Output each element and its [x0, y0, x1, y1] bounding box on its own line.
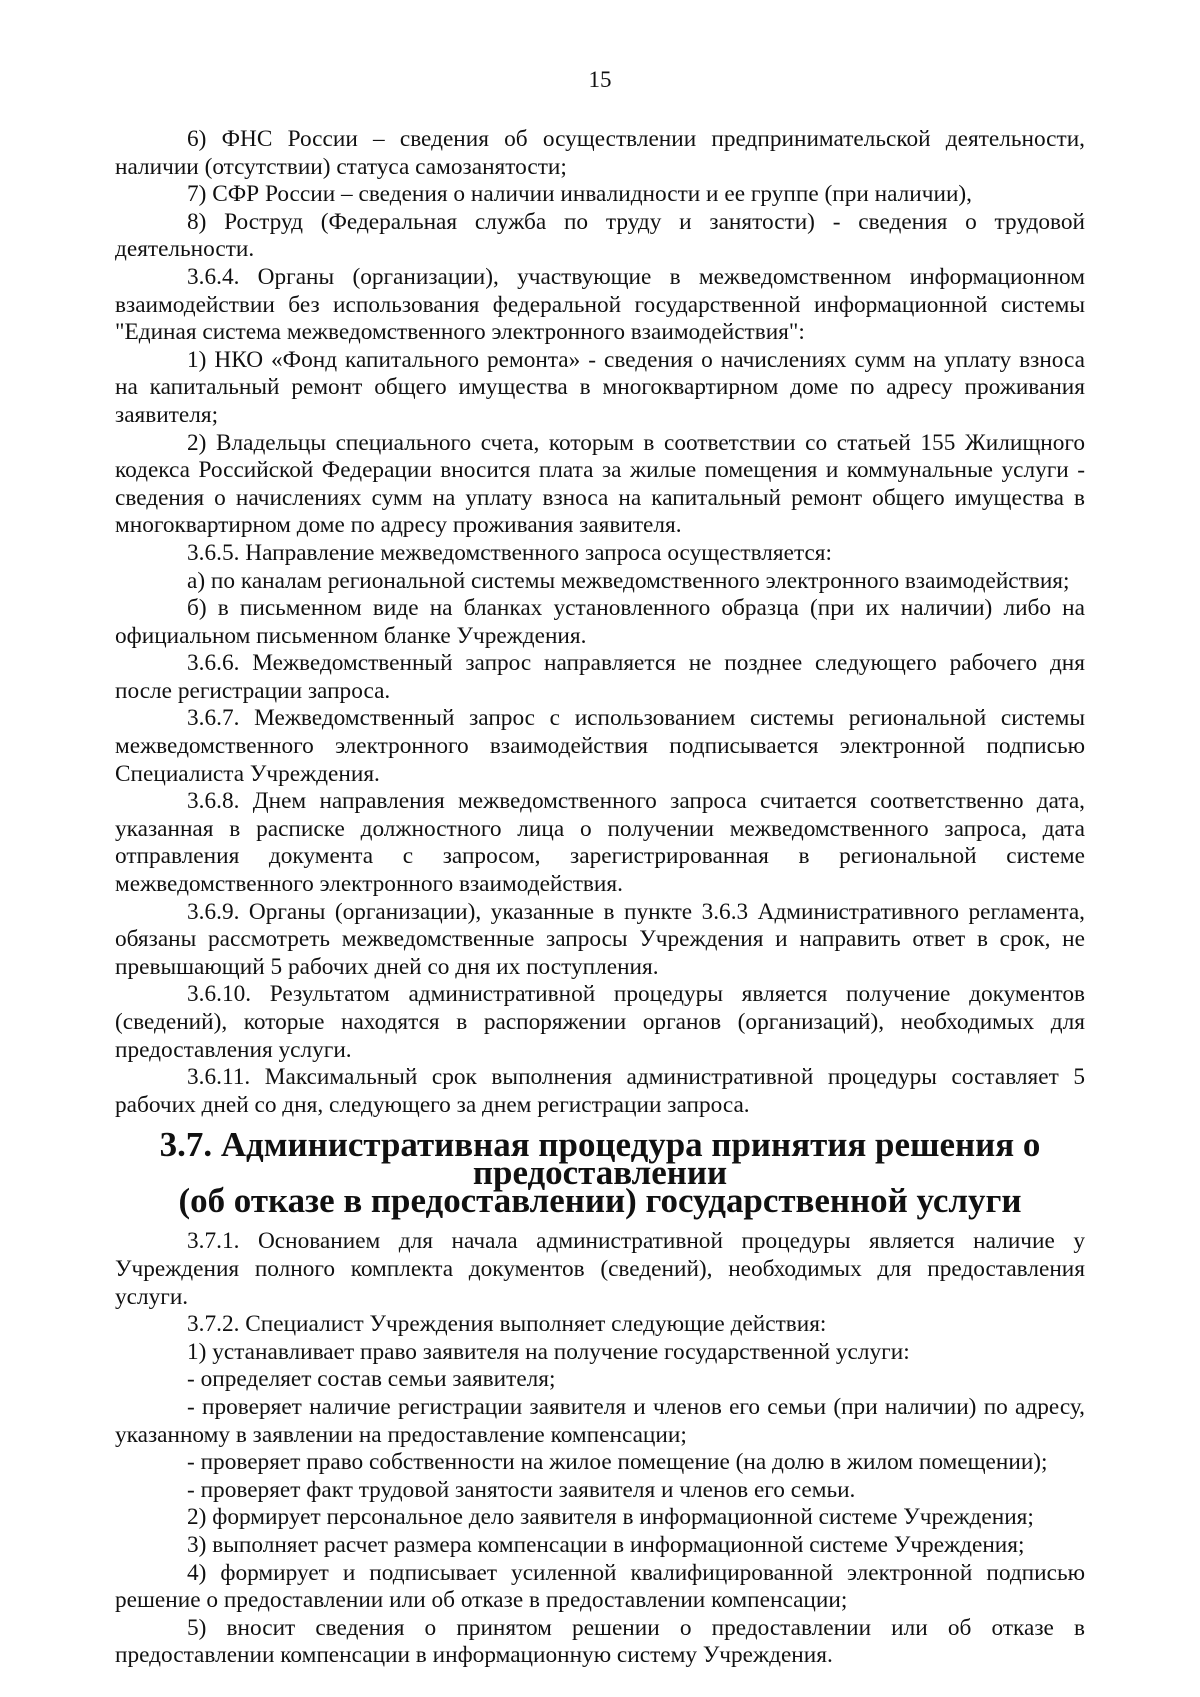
paragraph: 3.6.4. Органы (организации), участвующие в межведомственном информационном взаимодействии без использования федеральной государственной информационной системы "Единая система межведомственного электронного взаимодействия":: [115, 263, 1085, 346]
paragraph: 3) выполняет расчет размера компенсации в информационной системе Учреждения;: [187, 1531, 1025, 1558]
paragraph: 3.6.5. Направление межведомственного запроса осуществляется:: [187, 539, 832, 566]
paragraph: 3.6.9. Органы (организации), указанные в пункте 3.6.3 Административного регламента, обязаны рассмотреть межведомственные запросы Учреждения и направить ответ в срок, не превышающий 5 рабочих дней со дня их поступления.: [115, 898, 1085, 980]
paragraph: 3.6.8. Днем направления межведомственного запроса считается соответственно дата, указанная в расписке должностного лица о получении межведомственного запроса, дата отправления документа с запросом, зарегистрированная в региональной системе межведомственного электронного взаимодействия.: [115, 788, 1085, 898]
paragraph: 5) вносит сведения о принятом решении о предоставлении или об отказе в предоставлении компенсации в информационную систему Учреждения.: [115, 1614, 1085, 1669]
paragraph: - проверяет факт трудовой занятости заявителя и членов его семьи.: [187, 1476, 856, 1503]
paragraph: 8) Роструд (Федеральная служба по труду и занятости) - сведения о трудовой деятельности.: [115, 208, 1085, 263]
paragraph: 3.6.7. Межведомственный запрос с использованием системы региональной системы межведомственного электронного взаимодействия подписывается электронной подписью Специалиста Учреждения.: [115, 705, 1085, 787]
paragraph: б) в письменном виде на бланках установленного образца (при их наличии) либо на официальном письменном бланке Учреждения.: [115, 595, 1085, 649]
paragraph: 3.7.1. Основанием для начала административной процедуры является наличие у Учреждения полного комплекта документов (сведений), необходимых для предоставления услуги.: [115, 1228, 1085, 1310]
paragraph: 3.6.10. Результатом административной процедуры является получение документов (сведений), которые находятся в распоряжении органов (организаций), необходимых для предоставления услуги.: [115, 981, 1085, 1063]
paragraph: 1) устанавливает право заявителя на получение государственной услуги:: [187, 1338, 910, 1365]
paragraph: 3.6.11. Максимальный срок выполнения административной процедуры составляет 5 рабочих дней со дня, следующего за днем регистрации запроса.: [115, 1064, 1085, 1118]
paragraph: 1) НКО «Фонд капитального ремонта» - сведения о начислениях сумм на уплату взноса на капитальный ремонт общего имущества в многоквартирном доме по адресу проживания заявителя;: [115, 346, 1085, 428]
paragraph: 6) ФНС России – сведения об осуществлении предпринимательской деятельности, наличии (отсутствии) статуса самозанятости;: [115, 126, 1085, 180]
paragraph: - проверяет право собственности на жилое помещение (на долю в жилом помещении);: [187, 1449, 1048, 1476]
paragraph: - проверяет наличие регистрации заявителя и членов его семьи (при наличии) по адресу, указанному в заявлении на предоставление компенсации;: [115, 1393, 1085, 1448]
paragraph: 2) формирует персональное дело заявителя в информационной системе Учреждения;: [187, 1504, 1034, 1531]
paragraph: 3.7.2. Специалист Учреждения выполняет следующие действия:: [187, 1311, 827, 1338]
paragraph: 7) СФР России – сведения о наличии инвалидности и ее группе (при наличии),: [187, 181, 973, 208]
page-number: 15: [588, 67, 612, 92]
paragraph: а) по каналам региональной системы межведомственного электронного взаимодействия;: [187, 567, 1070, 594]
document-body: [115, 126, 1085, 1670]
paragraph: 2) Владельцы специального счета, которым в соответствии со статьей 155 Жилищного кодекса Российской Федерации вносится плата за жилые помещения и коммунальные услуги - сведения о начислениях сумм на уплату взноса на капитальный ремонт общего имущества в многоквартирном доме по адресу проживания заявителя.: [115, 429, 1085, 539]
paragraph: - определяет состав семьи заявителя;: [187, 1366, 556, 1393]
section-title: [115, 1125, 1085, 1221]
section-title-line: 3.7. Административная процедура принятия решения о предоставлении: [159, 1125, 1041, 1193]
section-title-line: (об отказе в предоставлении) государственной услуги: [178, 1181, 1022, 1221]
paragraph: 3.6.6. Межведомственный запрос направляется не позднее следующего рабочего дня после регистрации запроса.: [115, 650, 1085, 704]
paragraph: 4) формирует и подписывает усиленной квалифицированной электронной подписью решение о предоставлении или об отказе в предоставлении компенсации;: [115, 1559, 1085, 1614]
